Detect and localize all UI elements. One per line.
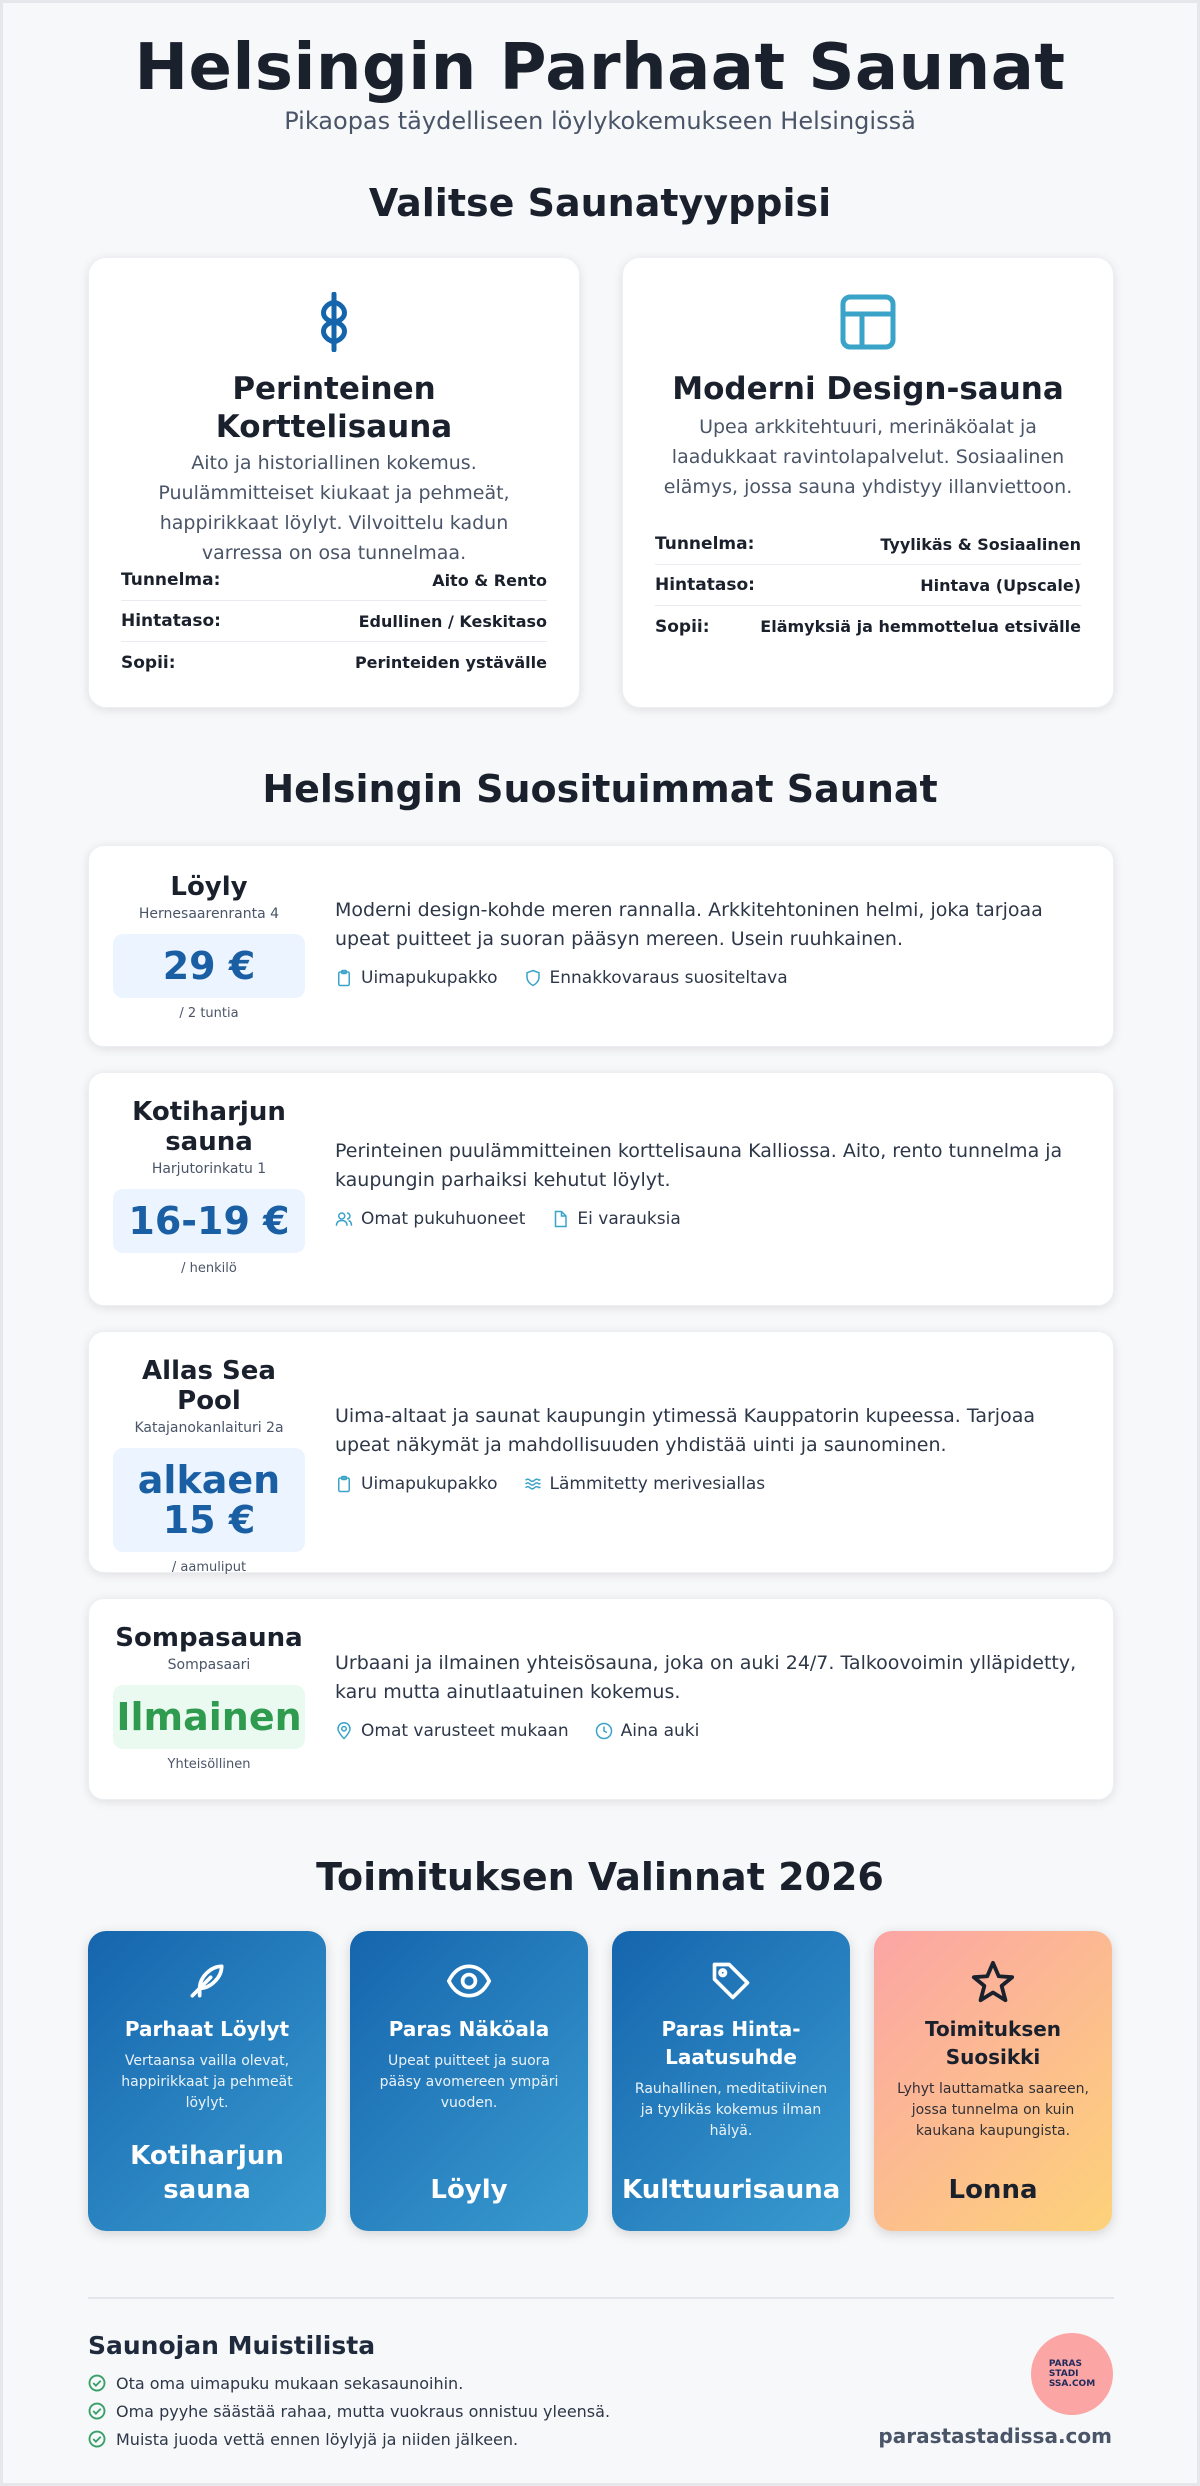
type-card-modern — [622, 257, 1114, 708]
pick-winner: Kotiharjun sauna — [130, 2141, 284, 2205]
clock-icon — [595, 1722, 613, 1740]
sauna-price-note: / henkilö — [181, 1261, 237, 1276]
type-card-title: Moderni Design-sauna — [672, 371, 1064, 407]
pick-category: Toimituksen Suosikki — [924, 2017, 1062, 2069]
sauna-address: Katajanokanlaituri 2a — [134, 1420, 284, 1436]
footer-divider — [88, 2297, 1114, 2299]
checklist-title: Saunojan Muistilista — [88, 2331, 376, 2360]
pick-description: Vertaansa vailla olevat, happirikkaat ja pehmeät löylyt. — [121, 2053, 293, 2111]
sauna-address: Hernesaarenranta 4 — [138, 906, 280, 922]
sauna-tag — [335, 1474, 498, 1494]
check-circle-icon — [88, 2430, 106, 2448]
detail-row-suits — [121, 642, 547, 683]
type-card-details — [655, 524, 1081, 647]
sauna-tag-label: Aina auki — [620, 1721, 700, 1741]
sauna-tag — [524, 1474, 766, 1494]
pick-description: Lyhyt lauttamatka saareen, jossa tunnelma on kuin kaukana kaupungista. — [897, 2081, 1089, 2139]
sauna-name: Allas Sea Pool — [142, 1356, 276, 1416]
sauna-card-sompasauna[interactable] — [88, 1598, 1114, 1800]
detail-value: Hintava (Upscale) — [920, 575, 1081, 595]
detail-label: Hintataso: — [655, 575, 755, 595]
star-icon — [874, 1959, 1112, 2005]
sauna-tag-label: Uimapukupakko — [361, 968, 498, 988]
sauna-tag — [335, 1209, 525, 1229]
page-subtitle: Pikaopas täydelliseen löylykokemukseen Helsingissä — [284, 107, 916, 135]
pick-category: Parhaat Löylyt — [124, 2017, 290, 2041]
sauna-details — [335, 1649, 1089, 1741]
logo-text — [1049, 2359, 1095, 2389]
sauna-tags — [335, 968, 1089, 988]
detail-label: Sopii: — [655, 616, 710, 637]
sauna-details — [335, 896, 1089, 988]
sauna-details — [335, 1402, 1089, 1494]
logo-line: PARAS — [1048, 2359, 1082, 2369]
types-section-title: Valitse Saunatyyppisi — [368, 181, 832, 225]
sauna-price-note: / 2 tuntia — [179, 1006, 239, 1021]
sauna-description: Perinteinen puulämmitteinen korttelisauna Kalliossa. Aito, rento tunnelma ja kaupungin parhaiksi kehutut löylyt. — [335, 1140, 1063, 1191]
sauna-tag — [335, 968, 498, 988]
sauna-description: Moderni design-kohde meren rannalla. Arkkitehtoninen helmi, joka tarjoaa upeat puitteet ja suoran pääsyn mereen. Usein ruuhkainen. — [335, 899, 1043, 950]
detail-value: Aito & Rento — [432, 570, 547, 590]
checklist-item — [88, 2425, 610, 2453]
checklist-item — [88, 2369, 610, 2397]
sauna-tag-label: Ennakkovaraus suositeltava — [549, 968, 788, 988]
sauna-price: 29 € — [113, 934, 305, 998]
sauna-price: alkaen 15 € — [113, 1448, 305, 1552]
check-circle-icon — [88, 2374, 106, 2392]
checklist-text: Oma pyyhe säästää rahaa, mutta vuokraus onnistuu yleensä. — [116, 2401, 611, 2421]
type-card-details — [121, 560, 547, 683]
sauna-price-note: / aamuliput — [171, 1560, 247, 1575]
type-card-title: Perinteinen Korttelisauna — [215, 371, 453, 445]
logo-line: SSA.COM — [1048, 2379, 1096, 2389]
pick-card-best-value[interactable] — [612, 1931, 850, 2231]
checklist-text: Ota oma uimapuku mukaan sekasaunoihin. — [116, 2373, 464, 2393]
pick-winner: Kulttuurisauna — [622, 2175, 841, 2205]
sauna-tags — [335, 1474, 1089, 1494]
popular-section-title: Helsingin Suosituimmat Saunat — [262, 767, 938, 811]
sauna-summary — [113, 1623, 305, 1772]
sauna-tag — [524, 968, 788, 988]
detail-row-price — [121, 601, 547, 642]
tag-icon — [612, 1959, 850, 2003]
detail-label: Sopii: — [121, 652, 176, 673]
detail-label: Tunnelma: — [121, 570, 221, 590]
waves-icon — [524, 1475, 542, 1493]
detail-value: Perinteiden ystävälle — [354, 653, 547, 672]
sauna-summary — [113, 872, 305, 1021]
logo-line: STADI — [1048, 2369, 1079, 2379]
sauna-name: Löyly — [170, 872, 248, 902]
sauna-details — [335, 1137, 1089, 1229]
feather-icon — [88, 1959, 326, 2003]
sauna-tag — [335, 1721, 569, 1741]
sauna-card-kotiharju[interactable] — [88, 1072, 1114, 1306]
sauna-tag — [551, 1209, 680, 1229]
users-icon — [335, 1210, 353, 1228]
page-title: Helsingin Parhaat Saunat — [134, 31, 1066, 105]
sauna-tag-label: Uimapukupakko — [361, 1474, 498, 1494]
site-logo[interactable] — [1031, 2333, 1113, 2415]
site-url[interactable]: parastastadissa.com — [878, 2424, 1112, 2448]
sauna-price: Ilmainen — [113, 1685, 305, 1749]
pick-category: Paras Hinta-Laatusuhde — [661, 2017, 801, 2069]
sauna-summary — [113, 1097, 305, 1276]
pick-winner: Löyly — [430, 2175, 508, 2205]
file-icon — [551, 1210, 569, 1228]
pick-card-best-steam[interactable] — [88, 1931, 326, 2231]
sauna-tag-label: Ei varauksia — [577, 1209, 681, 1229]
type-card-traditional — [88, 257, 580, 708]
dna-icon — [89, 292, 579, 352]
clipboard-icon — [335, 969, 353, 987]
sauna-price: 16-19 € — [113, 1189, 305, 1253]
pick-description: Rauhallinen, meditatiivinen ja tyylikäs kokemus ilman hälyä. — [634, 2081, 828, 2139]
sauna-address: Harjutorinkatu 1 — [151, 1161, 267, 1177]
type-card-description: Aito ja historiallinen kokemus. Puulämmitteiset kiukaat ja pehmeät, happirikkaat löylyt. Vilvoittelu kadun varressa on osa tunnelmaa. — [158, 452, 510, 564]
detail-row-atmosphere — [655, 524, 1081, 565]
sauna-price-note: Yhteisöllinen — [167, 1757, 251, 1772]
eye-icon — [350, 1959, 588, 2003]
sauna-description: Uima-altaat ja saunat kaupungin ytimessä Kauppatorin kupeessa. Tarjoaa upeat näkymät ja mahdollisuuden yhdistää uinti ja saunominen. — [335, 1405, 1035, 1456]
detail-value: Tyylikäs & Sosiaalinen — [880, 534, 1081, 554]
sauna-tag-label: Omat varusteet mukaan — [361, 1721, 569, 1741]
detail-row-suits — [655, 606, 1081, 647]
sauna-card-loyly[interactable] — [88, 845, 1114, 1047]
sauna-tag — [595, 1721, 700, 1741]
layout-icon — [623, 292, 1113, 352]
sauna-tags — [335, 1721, 1089, 1741]
detail-label: Tunnelma: — [655, 534, 755, 554]
picks-section-title: Toimituksen Valinnat 2026 — [316, 1855, 884, 1899]
detail-row-atmosphere — [121, 560, 547, 601]
clipboard-icon — [335, 1475, 353, 1493]
sauna-tag-label: Lämmitetty merivesiallas — [549, 1474, 766, 1494]
shield-icon — [524, 969, 542, 987]
sauna-tags — [335, 1209, 1089, 1229]
map-pin-icon — [335, 1722, 353, 1740]
sauna-description: Urbaani ja ilmainen yhteisösauna, joka on auki 24/7. Talkoovoimin ylläpidetty, karu mutta ainutlaatuinen kokemus. — [335, 1652, 1077, 1703]
checklist — [88, 2369, 610, 2453]
type-card-description: Upea arkkitehtuuri, merinäköalat ja laadukkaat ravintolapalvelut. Sosiaalinen elämys, jossa sauna yhdistyy illanviettoon. — [663, 416, 1073, 498]
check-circle-icon — [88, 2402, 106, 2420]
sauna-card-allas[interactable] — [88, 1331, 1114, 1573]
page — [3, 3, 1197, 2483]
pick-card-editors-favorite[interactable] — [874, 1931, 1112, 2231]
pick-description: Upeat puitteet ja suora pääsy avomereen ympäri vuoden. — [379, 2053, 559, 2111]
pick-category: Paras Näköala — [388, 2017, 550, 2041]
detail-value: Elämyksiä ja hemmottelua etsivälle — [760, 617, 1081, 636]
sauna-name: Sompasauna — [115, 1623, 303, 1653]
sauna-tag-label: Omat pukuhuoneet — [361, 1209, 526, 1229]
pick-winner: Lonna — [948, 2175, 1038, 2205]
sauna-name: Kotiharjun sauna — [132, 1097, 286, 1157]
detail-row-price — [655, 565, 1081, 606]
pick-card-best-view[interactable] — [350, 1931, 588, 2231]
sauna-address: Sompasaari — [167, 1657, 251, 1673]
checklist-text: Muista juoda vettä ennen löylyjä ja niiden jälkeen. — [116, 2429, 519, 2449]
detail-value: Edullinen / Keskitaso — [358, 611, 547, 631]
sauna-summary — [113, 1356, 305, 1575]
checklist-item — [88, 2397, 610, 2425]
detail-label: Hintataso: — [121, 611, 221, 631]
